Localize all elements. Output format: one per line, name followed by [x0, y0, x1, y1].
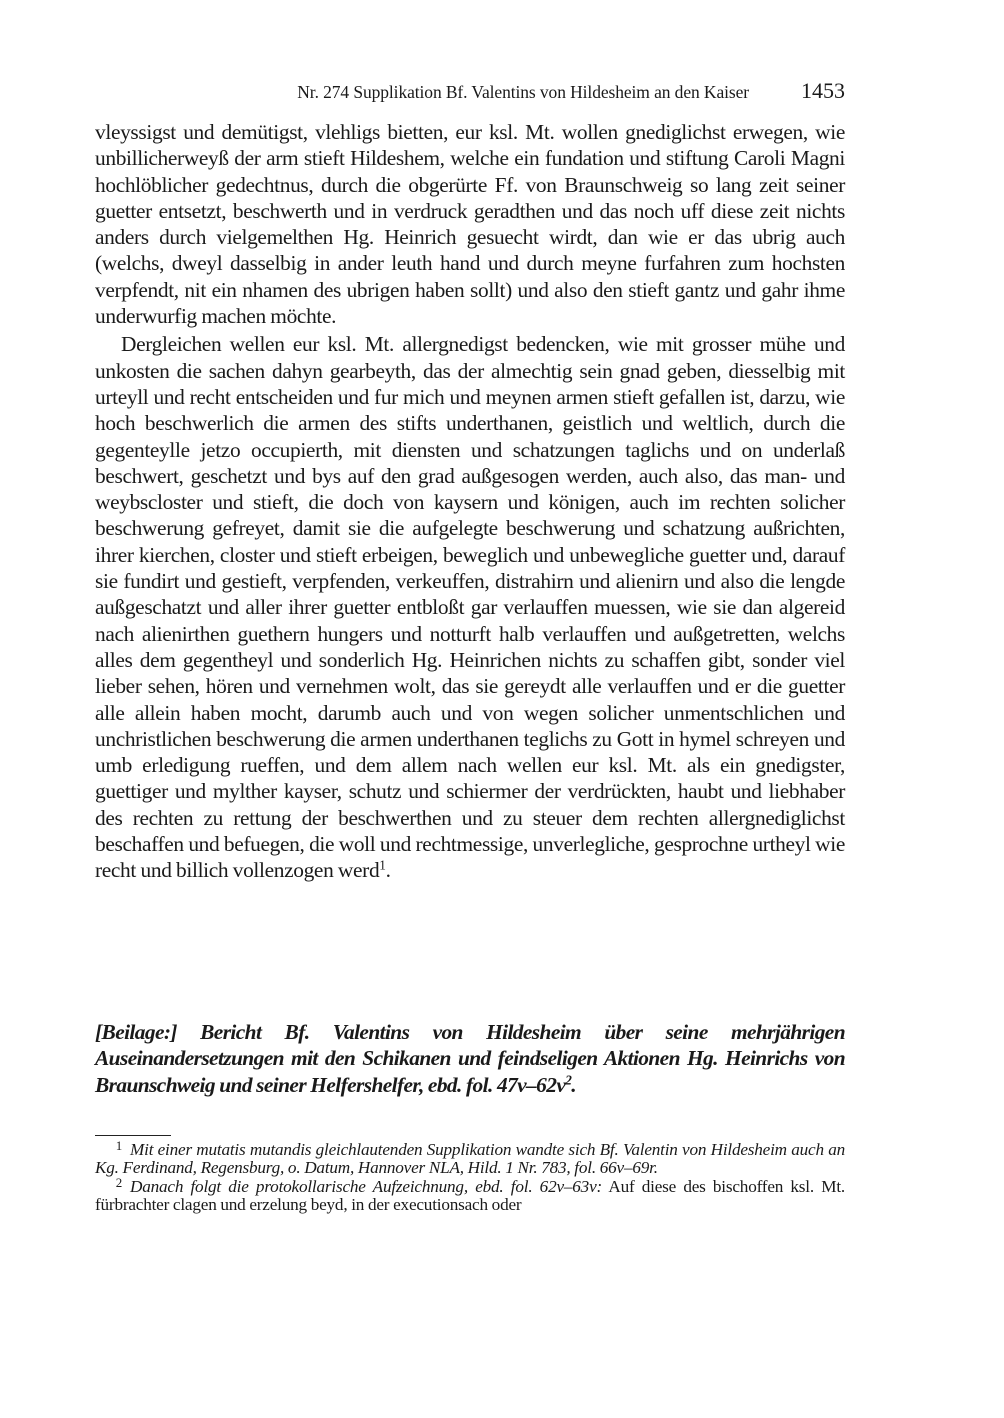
paragraph-trailing: . [385, 858, 391, 883]
footnotes [95, 1138, 845, 1215]
footnote-ref-2[interactable]: 2 [565, 1072, 572, 1088]
main-text [95, 119, 845, 884]
paragraph-text: vleyssigst und demütigst, vlehligs bietten, eur ksl. Mt. wollen gnediglichst erwegen, wie unbillicherweyß der arm stieft Hildeshem, welche ein fundation und stiftung Caroli Magni hochlöblicher gedechtnus, durch die obgerürte Ff. von Braunschweig so lang zeit seiner guetter entsetzt, beschwerth und in verdruck geradthen und das noch uff diese zeit nichts anders durch vielgemelthen Hg. Heinrich gesuecht wirdt, dan wie er das ubrig auch (welchs, dweyl dasselbig in ander leuth hand und durch meyne furfahren zum hochsten verpfendt, nit ein nhamen des ubrigen haben sollt) und also den stieft gantz und gahr ihme underwurfig machen möchte. [95, 120, 845, 329]
beilage-trailing: . [571, 1072, 577, 1097]
footnote-italic-text: Mit einer mutatis mutandis gleichlautenden Supplikation wandte sich Bf. Valentin von Hildesheim auch an Kg. Ferdinand, Regensburg, o. Datum, Hannover NLA, Hild. 1 Nr. 783, fol. 66v–69r. [95, 1140, 845, 1177]
running-header [95, 78, 845, 108]
footnote-divider [95, 1135, 171, 1136]
footnote-1: 1 Mit einer mutatis mutandis gleichlautenden Supplikation wandte sich Bf. Valentin von Hildesheim auch an Kg. Ferdinand, Regensburg, o. Datum, Hannover NLA, Hild. 1 Nr. 783, fol. 66v–69r. [95, 1138, 845, 1177]
paragraph-1 [95, 119, 845, 329]
page-number: 1453 [801, 78, 845, 103]
footnote-italic-text: Danach folgt die protokollarische Aufzeichnung, ebd. fol. 62v–63v: [130, 1177, 603, 1196]
paragraph-2 [95, 331, 845, 883]
running-title: Nr. 274 Supplikation Bf. Valentins von Hildesheim an den Kaiser [297, 82, 749, 102]
beilage-heading [95, 1019, 845, 1098]
paragraph-text: Dergleichen wellen eur ksl. Mt. allergnedigst bedencken, wie mit grosser mühe und unkosten die sachen dahyn gearbeyth, das der almechtig sein gnad geben, diesselbig mit urteyll und recht entscheiden und fur mich und meynen armen stieft gefallen ist, darzu, wie hoch beschwerlich die armen des stifts underthanen, geistlich und weltlich, durch die gegenteylle jetzo occupierth, mit diensten und schatzungen taglichs und on underlaß beschwert, geschetzt und bys auf den grad außgesogen werden, auch also, das man- und weybscloster und stieft, die doch von kaysern und königen, auch im rechten solicher beschwerung gefreyet, damit sie die aufgelegte beschwerung und schatzung außrichten, ihrer kierchen, closter und stieft erbeigen, beweglich und unbewegliche guetter und, darauf sie fundirt und gestieft, verpfenden, verkeuffen, distrahirn und alienirn und also die lengde außgeschatzt und aller ihrer guetter entbloßt gar verlauffen muessen, wie sie dan algereid nach alienirthen guethern hungers und notturft halb verlauffen und außgetretten, welchs alles dem gegentheyl und sonderlich Hg. Heinrichen nichts zu schaffen gibt, sonder viel lieber sehen, hören und vernehmen wolt, das sie gereydt alle verlauffen und er die guetter alle allein haben mocht, darumb auch und von wegen solicher unmentschlichen und unchristlichen beschwerung die armen underthanen teglichs zu Gott in hymel schreyen und umb erledigung rueffen, und dem allem nach wellen eur ksl. Mt. als ein gnedigster, guettiger und mylther kayser, schutz und schiermer der verdrückten, haubt und liebhaber des rechten zu rettung der beschwerthen und zu steuer dem rechten allergnediglichst beschaffen und befuegen, die woll und rechtmessige, unverlegliche, gesprochne urtheyl wie recht und billich vollenzogen werd [95, 332, 845, 883]
footnote-roman-text: Auf diese des bischoffen ksl. Mt. fürbrachter clagen und erzelung beyd, in der executionsach oder [95, 1177, 845, 1214]
footnote-2: 2 Danach folgt die protokollarische Aufzeichnung, ebd. fol. 62v–63v: Auf diese des bischoffen ksl. Mt. fürbrachter clagen und erzelung beyd, in der executionsach oder [95, 1175, 845, 1214]
footnote-ref-1[interactable]: 1 [379, 858, 386, 874]
beilage-text: [Beilage:] Bericht Bf. Valentins von Hildesheim über seine mehrjährigen Auseinandersetzungen mit den Schikanen und feindseligen Aktionen Hg. Heinrichs von Braunschweig und seiner Helfershelfer, ebd. fol. 47v–62v [95, 1020, 845, 1097]
